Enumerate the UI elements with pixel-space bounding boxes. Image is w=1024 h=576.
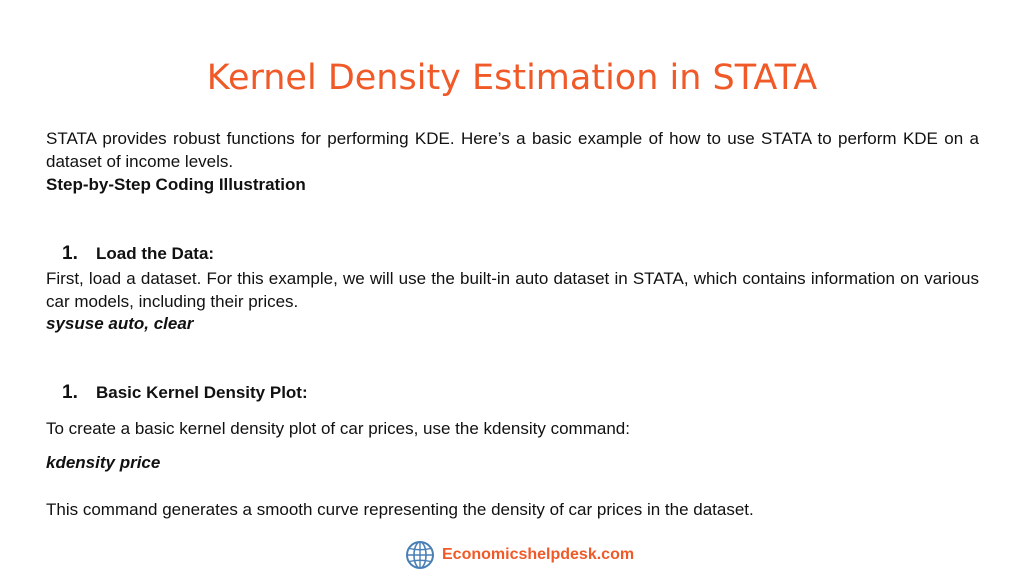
step2-code: kdensity price	[46, 453, 161, 472]
step-by-step-heading: Step-by-Step Coding Illustration	[46, 175, 306, 194]
step2-heading	[62, 382, 308, 404]
step1-number: 1.	[62, 243, 78, 264]
footer-site-name: Economicshelpdesk.com	[442, 546, 635, 563]
globe-icon	[405, 540, 435, 570]
step1-text: First, load a dataset. For this example, we will use the built-in auto dataset in STATA, which contains information on various car models, including their prices.	[46, 269, 979, 311]
step2-heading-label: Basic Kernel Density Plot:	[96, 383, 308, 402]
step2-text: To create a basic kernel density plot of car prices, use the kdensity command:	[46, 419, 630, 438]
step2-description: This command generates a smooth curve representing the density of car prices in the dataset.	[46, 500, 754, 519]
step1-code: sysuse auto, clear	[46, 314, 194, 333]
intro-paragraph: STATA provides robust functions for performing KDE. Here’s a basic example of how to use STATA to perform KDE on a dataset of income levels.	[46, 129, 979, 171]
step1-heading-label: Load the Data:	[96, 244, 215, 263]
step1-heading	[62, 243, 214, 265]
step2-number: 1.	[62, 382, 78, 403]
page-title: Kernel Density Estimation in STATA	[206, 58, 818, 98]
footer-brand	[405, 540, 634, 570]
